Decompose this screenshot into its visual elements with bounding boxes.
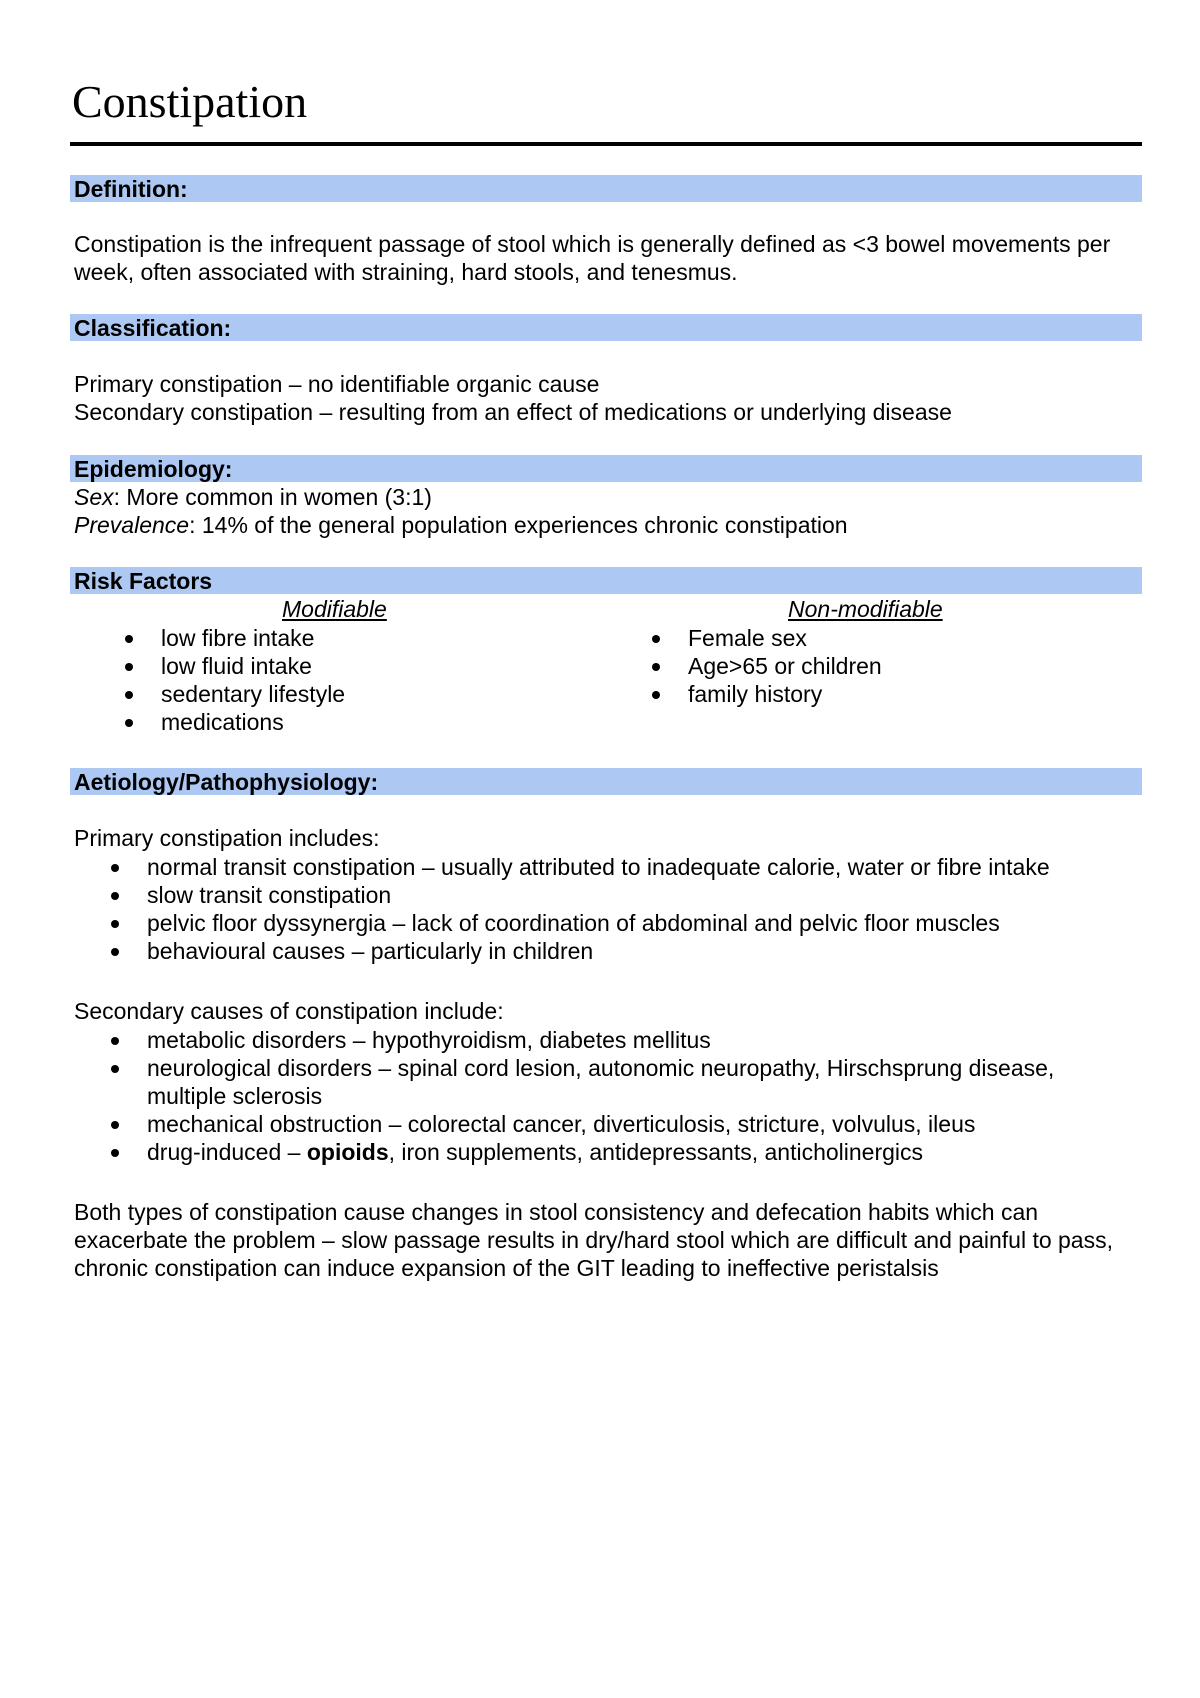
bullet-icon — [111, 892, 119, 900]
sex-text: : More common in women (3:1) — [113, 484, 432, 510]
bullet-icon — [111, 1065, 119, 1073]
opioids-bold: opioids — [306, 1139, 389, 1165]
bullet-icon — [111, 864, 119, 872]
bullet-icon — [652, 691, 660, 699]
epidemiology-prevalence — [74, 511, 848, 539]
prevalence-text: : 14% of the general population experiences chronic constipation — [189, 512, 848, 538]
drug-induced-item: drug-induced – opioids, iron supplements, antidepressants, anticholinergics — [147, 1139, 924, 1165]
bullet-icon — [111, 948, 119, 956]
primary-intro: Primary constipation includes: — [74, 825, 380, 851]
page-title: Constipation — [72, 76, 308, 127]
epidemiology-heading: Epidemiology: — [70, 455, 1142, 482]
classification-heading: Classification: — [70, 314, 1142, 341]
bullet-icon — [125, 691, 133, 699]
definition-text: Constipation is the infrequent passage of stool which is generally defined as <3 bowel movements per week, often associated with straining, hard stools, and tenesmus. — [74, 231, 1111, 285]
non-modifiable-list — [652, 624, 882, 708]
bullet-icon — [111, 1121, 119, 1129]
bullet-icon — [111, 1149, 119, 1157]
risk-factors-heading: Risk Factors — [70, 567, 1142, 594]
sex-label: Sex — [74, 484, 114, 510]
primary-causes-list — [111, 853, 1147, 965]
list-item: low fibre intake — [125, 624, 345, 652]
classification-primary: Primary constipation – no identifiable organic cause — [74, 371, 600, 397]
definition-heading: Definition: — [70, 175, 1142, 202]
list-item: sedentary lifestyle — [125, 680, 345, 708]
epidemiology-sex — [74, 483, 432, 511]
list-item: low fluid intake — [125, 652, 345, 680]
modifiable-title: Modifiable — [282, 596, 387, 622]
bullet-icon — [125, 719, 133, 727]
bullet-icon — [652, 663, 660, 671]
classification-secondary: Secondary constipation – resulting from an effect of medications or underlying disease — [74, 399, 952, 425]
secondary-causes-list — [111, 1026, 1147, 1166]
modifiable-list — [125, 624, 345, 736]
list-item: Age>65 or children — [652, 652, 882, 680]
list-item — [111, 1138, 1147, 1166]
summary-paragraph: Both types of constipation cause changes in stool consistency and defecation habits which can exacerbate the problem – slow passage results in dry/hard stool which are difficult and painful to pass, chronic constipation can induce expansion of the GIT leading to ineffective peristalsis — [74, 1199, 1113, 1281]
non-modifiable-title: Non-modifiable — [788, 596, 943, 622]
bullet-icon — [125, 635, 133, 643]
list-item: neurological disorders – spinal cord lesion, autonomic neuropathy, Hirschsprung disease, multiple sclerosis — [111, 1054, 1147, 1110]
bullet-icon — [111, 920, 119, 928]
list-item: normal transit constipation – usually attributed to inadequate calorie, water or fibre intake — [111, 853, 1147, 881]
secondary-intro: Secondary causes of constipation include: — [74, 998, 504, 1024]
list-item: Female sex — [652, 624, 882, 652]
list-item: medications — [125, 708, 345, 736]
list-item: slow transit constipation — [111, 881, 1147, 909]
bullet-icon — [125, 663, 133, 671]
list-item: metabolic disorders – hypothyroidism, diabetes mellitus — [111, 1026, 1147, 1054]
list-item: pelvic floor dyssynergia – lack of coordination of abdominal and pelvic floor muscles — [111, 909, 1147, 937]
list-item: behavioural causes – particularly in children — [111, 937, 1147, 965]
title-divider — [70, 142, 1142, 146]
list-item: mechanical obstruction – colorectal cancer, diverticulosis, stricture, volvulus, ileus — [111, 1110, 1147, 1138]
prevalence-label: Prevalence — [74, 512, 190, 538]
aetiology-heading: Aetiology/Pathophysiology: — [70, 768, 1142, 795]
bullet-icon — [652, 635, 660, 643]
list-item: family history — [652, 680, 882, 708]
bullet-icon — [111, 1037, 119, 1045]
